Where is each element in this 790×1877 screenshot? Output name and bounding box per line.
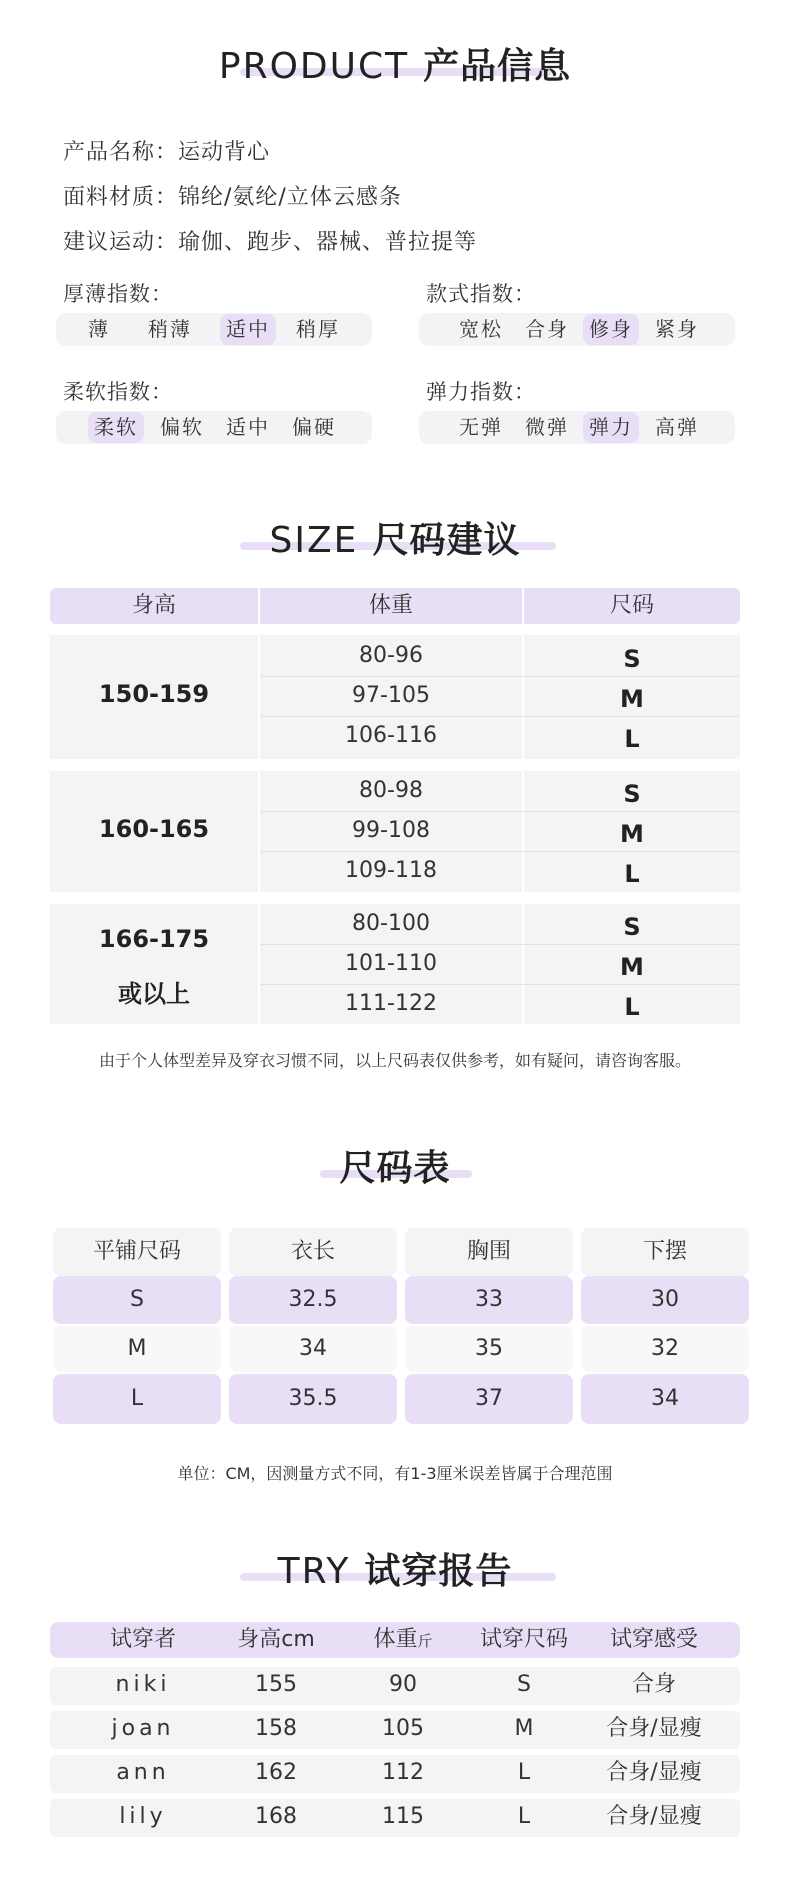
chart-column [53, 1228, 221, 1424]
chart-cell: L [53, 1374, 221, 1424]
softness-index-bar [56, 411, 372, 444]
chart-column [581, 1228, 749, 1424]
chart-header-cell: 胸围 [405, 1228, 573, 1276]
size-cell: M [620, 685, 644, 713]
chart-header-cell: 平铺尺码 [53, 1228, 221, 1276]
try-row [50, 1711, 740, 1749]
try-row [50, 1667, 740, 1705]
size-disclaimer: 由于个人体型差异及穿衣习惯不同，以上尺码表仅供参考，如有疑问，请咨询客服。 [98, 1051, 691, 1070]
index-option: 紧身 [655, 317, 699, 341]
size-cell: M [620, 953, 644, 981]
try-row [50, 1755, 740, 1793]
try-table-header [50, 1622, 740, 1658]
index-option: 稍厚 [296, 317, 340, 341]
chart-cell: 35.5 [229, 1374, 397, 1424]
size-title-en: SIZE [269, 520, 359, 561]
index-option: 偏硬 [292, 415, 336, 439]
height-cell: 150-159 [98, 680, 210, 708]
index-option: 高弹 [655, 415, 699, 439]
index-option: 适中 [226, 415, 270, 439]
header-try-size: 试穿尺码 [479, 1627, 568, 1652]
weight-cell: 111-122 [345, 991, 437, 1016]
chart-cell: 32 [581, 1326, 749, 1372]
wearer-feeling: 合身/显瘦 [606, 1716, 702, 1741]
softness-index-label: 柔软指数： [63, 380, 173, 404]
chart-cell: 34 [581, 1374, 749, 1424]
chart-cell: 37 [405, 1374, 573, 1424]
elasticity-index-bar [419, 411, 735, 444]
header-height: 身高 [131, 593, 176, 618]
index-option: 无弹 [459, 415, 503, 439]
product-section-title [0, 38, 790, 89]
wearer-feeling: 合身/显瘦 [606, 1760, 702, 1785]
index-option: 合身 [525, 317, 569, 341]
wearer-size: L [517, 1804, 531, 1829]
wearer-height: 158 [255, 1716, 297, 1741]
try-section-title [0, 1543, 790, 1594]
chart-section-title [0, 1140, 790, 1191]
wearer-weight: 90 [389, 1672, 417, 1697]
size-cell: L [624, 993, 640, 1021]
weight-cell: 109-118 [345, 858, 437, 883]
weight-cell: 80-98 [359, 778, 423, 803]
size-cell: M [620, 820, 644, 848]
size-section-title [0, 512, 790, 563]
try-row [50, 1799, 740, 1837]
header-wearer: 试穿者 [109, 1627, 176, 1652]
size-cell: S [623, 780, 641, 808]
chart-cell: M [53, 1326, 221, 1372]
index-option: 宽松 [459, 317, 503, 341]
size-cell: L [624, 860, 640, 888]
chart-title-cn: 尺码表 [339, 1148, 451, 1189]
wearer-feeling: 合身/显瘦 [606, 1804, 702, 1829]
weight-cell: 101-110 [345, 951, 437, 976]
thickness-index-label: 厚薄指数： [63, 282, 173, 306]
product-name-line: 产品名称：运动背心 [63, 140, 271, 165]
index-option-selected: 修身 [583, 314, 639, 345]
chart-column [229, 1228, 397, 1424]
wearer-height: 155 [255, 1672, 297, 1697]
weight-unit: 斤 [417, 1632, 433, 1650]
weight-cell: 80-100 [352, 911, 430, 936]
product-title-en: PRODUCT [218, 46, 410, 87]
wearer-feeling: 合身 [631, 1672, 676, 1697]
height-cell-suffix: 或以上 [118, 980, 190, 1008]
chart-cell: 30 [581, 1276, 749, 1324]
chart-cell: S [53, 1276, 221, 1324]
wearer-weight: 115 [382, 1804, 424, 1829]
wearer-name: joan [111, 1716, 175, 1741]
size-table-header [50, 588, 740, 624]
wearer-height: 162 [255, 1760, 297, 1785]
wearer-name: lily [119, 1804, 167, 1829]
wearer-size: L [517, 1760, 531, 1785]
wearer-name: ann [116, 1760, 170, 1785]
wearer-size: M [514, 1716, 534, 1741]
size-cell: L [624, 725, 640, 753]
header-weight: 体重 [373, 1627, 418, 1652]
index-option-selected: 适中 [220, 314, 276, 345]
style-index-label: 款式指数： [426, 282, 536, 306]
wearer-size: S [517, 1672, 531, 1697]
chart-cell: 34 [229, 1326, 397, 1372]
header-size: 尺码 [609, 593, 654, 618]
wearer-weight: 112 [382, 1760, 424, 1785]
header-weight: 体重 [368, 593, 413, 618]
weight-cell: 106-116 [345, 723, 437, 748]
thickness-index-bar [56, 313, 372, 346]
header-height: 身高cm [237, 1627, 315, 1652]
weight-cell: 80-96 [359, 643, 423, 668]
index-option-selected: 弹力 [583, 412, 639, 443]
size-cell: S [623, 913, 641, 941]
chart-column [405, 1228, 573, 1424]
size-cell: S [623, 645, 641, 673]
wearer-height: 168 [255, 1804, 297, 1829]
size-title-cn: 尺码建议 [372, 520, 521, 561]
weight-cell: 99-108 [352, 818, 430, 843]
chart-header-cell: 下摆 [581, 1228, 749, 1276]
index-option: 薄 [88, 317, 110, 341]
style-index-bar [419, 313, 735, 346]
try-title-cn: 试穿报告 [364, 1551, 513, 1592]
product-material-line: 面料材质：锦纶/氨纶/立体云感条 [63, 185, 402, 210]
index-option: 稍薄 [148, 317, 192, 341]
elasticity-index-label: 弹力指数： [426, 380, 536, 404]
chart-cell: 35 [405, 1326, 573, 1372]
height-cell: 160-165 [98, 815, 210, 843]
product-sport-line: 建议运动：瑜伽、跑步、器械、普拉提等 [63, 230, 478, 255]
try-title-en: TRY [277, 1551, 351, 1592]
height-cell: 166-175 [98, 925, 210, 953]
chart-cell: 33 [405, 1276, 573, 1324]
index-option-selected: 柔软 [88, 412, 144, 443]
chart-header-cell: 衣长 [229, 1228, 397, 1276]
chart-cell: 32.5 [229, 1276, 397, 1324]
weight-cell: 97-105 [352, 683, 430, 708]
index-option: 微弹 [525, 415, 569, 439]
index-option: 偏软 [160, 415, 204, 439]
measurement-note: 单位：CM，因测量方式不同，有1-3厘米误差皆属于合理范围 [177, 1464, 613, 1483]
product-title-cn: 产品信息 [423, 46, 572, 87]
header-feeling: 试穿感受 [609, 1627, 698, 1652]
wearer-weight: 105 [382, 1716, 424, 1741]
wearer-name: niki [115, 1672, 171, 1697]
